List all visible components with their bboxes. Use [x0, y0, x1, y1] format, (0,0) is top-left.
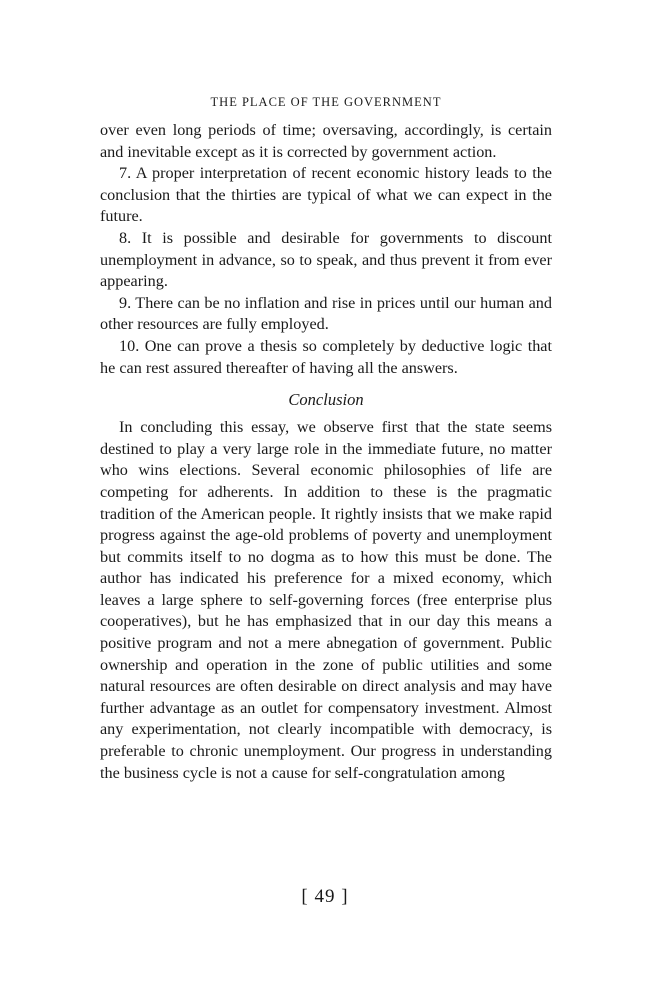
conclusion-paragraph: In concluding this essay, we observe first that the state seems destined to play a very large role in the immediate future, no matter who wins elections. Several economic philosophies of life are competing for adherents. In addition to these is the pragmatic tradition of the American people. It rightly insists that we make rapid progress against the age-old problems of poverty and unemployment but commits itself to no dogma as to how this must be done. The author has indicated his preference for a mixed economy, which leaves a large sphere to self-governing forces (free enterprise plus cooperatives), but he has emphasized that in our day this means a positive program and not a mere abnegation of government. Public ownership and operation in the zone of public utilities and some natural resources are often desirable on direct analysis and may have further advantage as an outlet for compensatory investment. Almost any experimentation, not clearly incompatible with democracy, is preferable to chronic unemployment. Our progress in understanding the business cycle is not a cause for self-congratulation among	[100, 418, 552, 782]
running-head: THE PLACE OF THE GOVERNMENT	[210, 95, 442, 109]
continuation-paragraph: over even long periods of time; oversaving, accordingly, is certain and inevitable except as it is corrected by government action.	[100, 121, 552, 161]
list-item-10: 10. One can prove a thesis so completely by deductive logic that he can rest assured thereafter of having all the answers.	[100, 336, 552, 377]
list-item-8: 8. It is possible and desirable for governments to discount unemployment in advance, so to speak, and thus prevent it from ever appearing.	[100, 228, 552, 291]
section-heading: Conclusion	[288, 390, 364, 410]
list-item-7: 7. A proper interpretation of recent economic history leads to the conclusion that the thirties are typical of what we can expect in the future.	[100, 164, 552, 226]
page-number: [ 49 ]	[301, 886, 349, 907]
book-page	[100, 94, 552, 784]
list-item-9: 9. There can be no inflation and rise in prices until our human and other resources are fully employed.	[100, 293, 552, 334]
